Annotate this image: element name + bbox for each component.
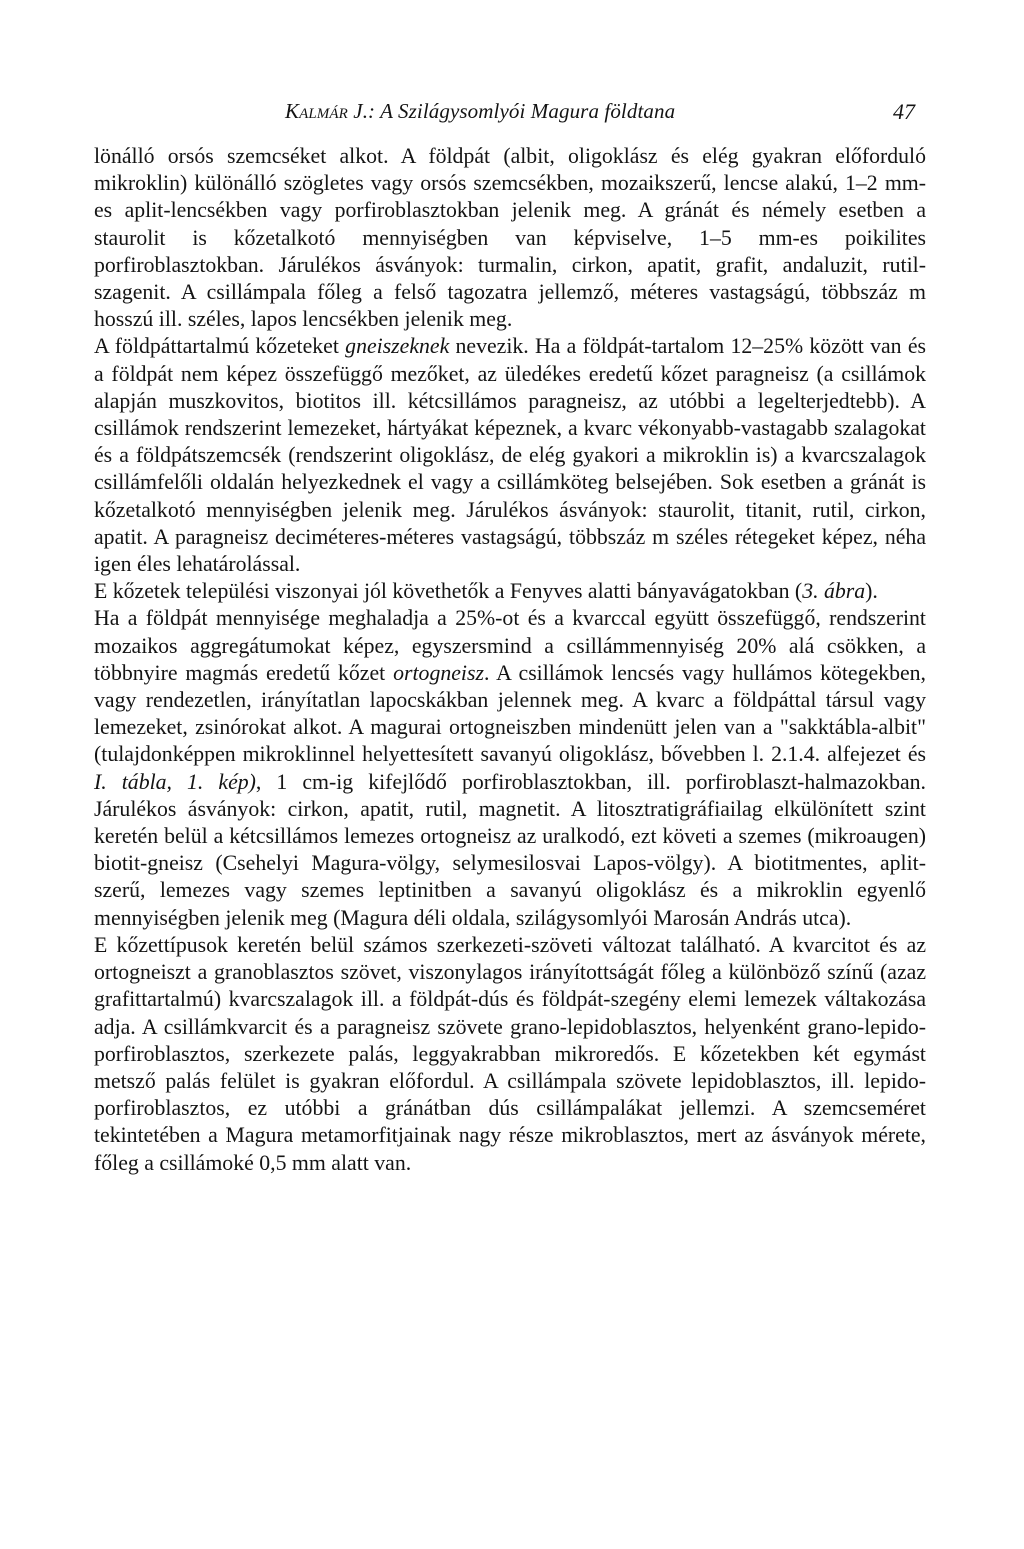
text-run: . A csillámok lencsés vagy hullámos kötegekben, vagy rendezetlen, irányítatlan lapocskákban jelennek meg. A kvarc a földpáttal társul vagy lemezeket, zsinórokat alkot. A magurai ortogneiszben mindenütt jelen van a "sakktábla-albit" (tulajdonképpen mikroklinnel helyettesített savanyú oligoklász, bővebben l. 2.1.4. alfejezet és: [94, 660, 926, 767]
paragraph: [94, 333, 926, 578]
text-run: nevezik. Ha a földpát-tartalom 12–25% között van és a földpát nem képez összefüggő mezőket, az üledékes eredetű kőzet paragneisz (a csillámok alapján muszkovitos, biotitos ill. kétcsillámos paragneisz, az utóbbi a legelterjedtebb). A csillámok rendszerint lemezeket, hártyákat képeznek, a kvarc vékonyabb-vastagabb szalagokat és a földpátszemcsék (rendszerint oligoklász, de elég gyakori a mikroklin is) a kvarcszalagok csillámfelőli oldalán helyezkednek el vagy a csillámköteg belsejében. Sok esetben a gránát is kőzetalkotó mennyiségben jelenik meg. Járulékos ásványok: staurolit, titanit, rutil, cirkon, apatit. A paragneisz deciméteres-méteres vastagságú, többszáz m széles rétegeket képez, néha igen éles lehatárolással.: [94, 334, 926, 577]
paragraph: [94, 143, 926, 333]
text-run: , 1 cm-ig kifejlődő porfiroblasztokban, ill. porfiroblaszt-halmazokban. Járulékos ásványok: cirkon, apatit, rutil, magnetit. A litosztratigráfiailag elkülönített szint keretén belül a kétcsillámos lemezes ortogneisz az uralkodó, ezt követi a szemes (mikroaugen) biotit-gneisz (Csehelyi Magura-völgy, selymesilosvai Lapos-völgy). A biotitmentes, aplit-szerű, lemezes vagy szemes leptinitben a savanyú oligoklász és a mikroklin egyenlő mennyiségben jelenik meg (Magura déli oldala, szilágysomlyói Marosán András utca).: [94, 769, 926, 930]
text-run: Ha a földpát mennyisége meghaladja a 25%-ot és a kvarccal együtt összefüggő, rendszerint mozaikos aggregátumokat képez, egyszersmind a csillámmennyiség 20% alá csökken, a többnyire magmás eredetű kőzet: [94, 606, 926, 685]
paragraph: [94, 932, 926, 1177]
text-run: E kőzettípusok keretén belül számos szerkezeti-szöveti változat található. A kvarcitot és az ortogneiszt a granoblasztos szövet, viszonylagos irányítottságát főleg a különböző színű (azaz grafittartalmú) kvarcszalagok ill. a földpát-dús és földpát-szegény elemi lemezek váltakozása adja. A csillámkvarcit és a paragneisz szövete grano-lepidoblasztos, helyenként grano-lepido-porfiroblasztos, szerkezete palás, leggyakrabban mikroredős. E kőzetekben két egymást metsző palás felület is gyakran előfordul. A csillámpala szövete lepidoblasztos, ill. lepido-porfiroblasztos, ez utóbbi a gránátban dús csillámpalákat jellemzi. A szemcseméret tekintetében a Magura metamorfitjainak nagy része mikroblasztos, mert az ásványok mérete, főleg a csillámoké 0,5 mm alatt van.: [94, 932, 926, 1175]
text-run: E kőzetek települési viszonyai jól követhetők a Fenyves alatti bányavágatokban (: [94, 579, 803, 604]
text-run: lönálló orsós szemcséket alkot. A földpát (albit, oligoklász és elég gyakran előforduló mikroklin) különálló szögletes vagy orsós szemcsékben, mozaikszerű, lencse alakú, 1–2 mm-es aplit-lencsékben vagy porfiroblasztokban jelenik meg. A gránát és némely esetben a staurolit is kőzetalkotó mennyiségben van képviselve, 1–5 mm-es poikilites porfiroblasztokban. Járulékos ásványok: turmalin, cirkon, apatit, grafit, andaluzit, rutil-szagenit. A csillámpala főleg a felső tagozatra jellemző, méteres vastagságú, többszáz m hosszú ill. széles, lapos lencsékben jelenik meg.: [94, 144, 926, 332]
body-text: [94, 143, 926, 1177]
running-head: [285, 99, 675, 124]
running-header: [285, 99, 915, 127]
italic-term: I. tábla, 1. kép): [94, 769, 256, 794]
italic-term: 3. ábra: [802, 579, 866, 604]
italic-term: gneiszeknek: [345, 334, 450, 359]
paragraph: [94, 578, 926, 605]
page-number: 47: [893, 99, 915, 124]
paragraph: [94, 605, 926, 931]
italic-term: ortogneisz: [393, 660, 484, 685]
text-run: A földpáttartalmú kőzeteket: [94, 334, 346, 359]
running-head-title: A Szilágysomlyói Magura földtana: [380, 99, 676, 123]
text-run: ).: [865, 579, 878, 604]
running-head-author: Kalmár J.:: [285, 99, 376, 123]
